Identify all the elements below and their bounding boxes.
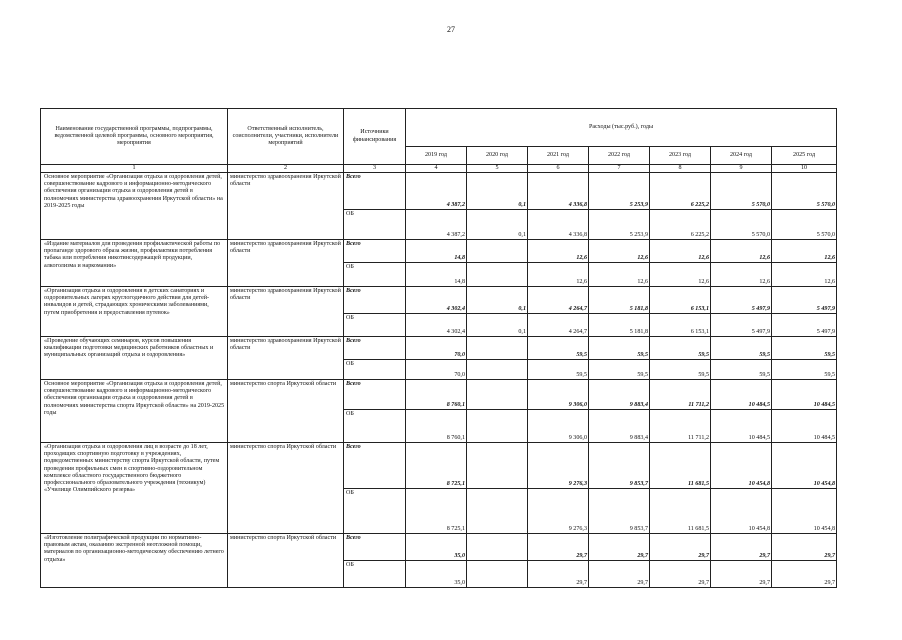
measure-name: «Изготовление полиграфической продукции по нормативно-правовым актам, оказанию экстренной неотложной помощи, материалов по организационно-методическому обеспечению летнего отдыха» (41, 534, 228, 588)
ob-value: 5 497,9 (772, 314, 837, 337)
ob-value: 10 454,8 (711, 489, 772, 534)
source-total-label: Всего (344, 534, 406, 561)
executor: министерство здравоохранения Иркутской области (228, 337, 344, 380)
ob-value: 59,5 (650, 360, 711, 380)
ob-value: 12,6 (650, 263, 711, 287)
ob-value: 29,7 (772, 561, 837, 588)
ob-value: 59,5 (772, 360, 837, 380)
source-ob-label: ОБ (344, 561, 406, 588)
source-ob-label: ОБ (344, 210, 406, 240)
ob-value: 0,1 (467, 314, 528, 337)
total-value: 10 454,8 (711, 443, 772, 489)
ob-value: 10 454,8 (772, 489, 837, 534)
executor: министерство здравоохранения Иркутской области (228, 173, 344, 240)
total-value: 9 306,0 (528, 380, 589, 410)
total-value: 59,5 (650, 337, 711, 360)
total-value (467, 337, 528, 360)
source-total-label: Всего (344, 443, 406, 489)
total-value: 10 484,5 (772, 380, 837, 410)
total-value: 9 853,7 (589, 443, 650, 489)
executor: министерство спорта Иркутской области (228, 443, 344, 534)
total-value: 5 181,8 (589, 287, 650, 314)
total-value: 8 760,1 (406, 380, 467, 410)
total-value (467, 380, 528, 410)
ob-value (467, 410, 528, 443)
total-value: 70,0 (406, 337, 467, 360)
ob-value: 4 387,2 (406, 210, 467, 240)
column-number: 7 (589, 165, 650, 173)
header-year: 2020 год (467, 147, 528, 165)
total-value: 59,5 (528, 337, 589, 360)
source-total-label: Всего (344, 287, 406, 314)
measure-name: Основное мероприятие «Организация отдыха и оздоровления детей, совершенствование кадрового и информационно-методического обеспечения организации отдыха и оздоровления детей в полномочиях министерства здравоохранения Иркутской области» на 2019-2025 годы (41, 173, 228, 240)
ob-value: 12,6 (711, 263, 772, 287)
executor: министерство спорта Иркутской области (228, 380, 344, 443)
table-row-total (41, 337, 837, 360)
source-ob-label: ОБ (344, 360, 406, 380)
source-ob-label: ОБ (344, 263, 406, 287)
column-number: 1 (41, 165, 228, 173)
total-value: 5 497,9 (711, 287, 772, 314)
header-executor: Ответственный исполнитель, соисполнители, участники, исполнители мероприятий (228, 109, 344, 165)
source-total-label: Всего (344, 337, 406, 360)
total-value: 9 276,3 (528, 443, 589, 489)
total-value: 35,0 (406, 534, 467, 561)
total-value: 59,5 (589, 337, 650, 360)
total-value: 8 725,1 (406, 443, 467, 489)
table-row-total (41, 534, 837, 561)
total-value: 5 570,0 (772, 173, 837, 210)
column-number: 6 (528, 165, 589, 173)
total-value: 4 387,2 (406, 173, 467, 210)
header-year: 2019 год (406, 147, 467, 165)
total-value: 12,6 (772, 240, 837, 263)
total-value (467, 443, 528, 489)
measure-name: «Издание материалов для проведения профилактической работы по пропаганде здорового образа жизни, профилактики потребления табака или потребления никотинсодержащей продукции, алкоголизма и наркомании» (41, 240, 228, 287)
column-number: 2 (228, 165, 344, 173)
ob-value: 59,5 (528, 360, 589, 380)
ob-value: 29,7 (711, 561, 772, 588)
measure-name: «Организация отдыха и оздоровления лиц в возрасте до 18 лет, проходящих спортивную подготовку в учреждениях, подведомственных министерству спорта Иркутской области, путем проведения профильных смен в спортивно-оздоровительном комплексе областного государственного бюджетного профессионального образовательного учреждения (техникум) «Училище Олимпийского резерва» (41, 443, 228, 534)
total-value: 0,1 (467, 173, 528, 210)
header-name: Наименование государственной программы, подпрограммы, ведомственной целевой программы, основного мероприятия, мероприятия (41, 109, 228, 165)
ob-value: 29,7 (589, 561, 650, 588)
header-year: 2021 год (528, 147, 589, 165)
ob-value (467, 561, 528, 588)
ob-value: 29,7 (528, 561, 589, 588)
ob-value: 8 760,1 (406, 410, 467, 443)
total-value: 12,6 (528, 240, 589, 263)
total-value: 0,1 (467, 287, 528, 314)
ob-value: 5 253,9 (589, 210, 650, 240)
ob-value: 5 181,8 (589, 314, 650, 337)
ob-value: 12,6 (528, 263, 589, 287)
source-ob-label: ОБ (344, 489, 406, 534)
total-value: 5 570,0 (711, 173, 772, 210)
ob-value: 11 681,5 (650, 489, 711, 534)
total-value: 29,7 (650, 534, 711, 561)
total-value: 4 302,4 (406, 287, 467, 314)
total-value (467, 534, 528, 561)
table-row-total (41, 380, 837, 410)
total-value: 10 454,8 (772, 443, 837, 489)
table-row-total (41, 240, 837, 263)
ob-value: 29,7 (650, 561, 711, 588)
ob-value: 70,0 (406, 360, 467, 380)
ob-value (467, 263, 528, 287)
ob-value (467, 360, 528, 380)
ob-value: 8 725,1 (406, 489, 467, 534)
ob-value: 9 276,3 (528, 489, 589, 534)
header-year: 2023 год (650, 147, 711, 165)
column-number: 3 (344, 165, 406, 173)
ob-value: 4 302,4 (406, 314, 467, 337)
executor: министерство здравоохранения Иркутской области (228, 240, 344, 287)
source-ob-label: ОБ (344, 410, 406, 443)
total-value: 12,6 (711, 240, 772, 263)
ob-value: 4 336,8 (528, 210, 589, 240)
measure-name: «Организация отдыха и оздоровления в детских санаториях и оздоровительных лагерях круглогодичного действия для детей-инвалидов и детей, страдающих хроническими заболеваниями, путем приобретения и предоставления путевок» (41, 287, 228, 337)
header-source: Источники финансирования (344, 109, 406, 165)
total-value: 12,6 (650, 240, 711, 263)
header-year: 2024 год (711, 147, 772, 165)
total-value: 59,5 (711, 337, 772, 360)
ob-value: 6 225,2 (650, 210, 711, 240)
ob-value (467, 489, 528, 534)
total-value: 5 497,9 (772, 287, 837, 314)
ob-value: 9 306,0 (528, 410, 589, 443)
total-value: 10 484,5 (711, 380, 772, 410)
ob-value: 5 570,0 (711, 210, 772, 240)
ob-value: 59,5 (589, 360, 650, 380)
total-value: 11 711,2 (650, 380, 711, 410)
ob-value: 59,5 (711, 360, 772, 380)
measure-name: «Проведение обучающих семинаров, курсов повышения квалификации подготовки медицинских работников областных и муниципальных организаций отдыха и оздоровления» (41, 337, 228, 380)
header-year: 2022 год (589, 147, 650, 165)
ob-value: 4 264,7 (528, 314, 589, 337)
source-ob-label: ОБ (344, 314, 406, 337)
total-value: 6 225,2 (650, 173, 711, 210)
ob-value: 0,1 (467, 210, 528, 240)
column-number: 9 (711, 165, 772, 173)
page-number: 27 (447, 25, 455, 34)
total-value: 9 883,4 (589, 380, 650, 410)
total-value: 4 336,8 (528, 173, 589, 210)
source-total-label: Всего (344, 173, 406, 210)
ob-value: 5 497,9 (711, 314, 772, 337)
total-value: 29,7 (589, 534, 650, 561)
ob-value: 35,0 (406, 561, 467, 588)
total-value: 29,7 (528, 534, 589, 561)
total-value: 29,7 (772, 534, 837, 561)
ob-value: 12,6 (589, 263, 650, 287)
ob-value: 9 883,4 (589, 410, 650, 443)
header-year: 2025 год (772, 147, 837, 165)
ob-value: 5 570,0 (772, 210, 837, 240)
table-row-total (41, 173, 837, 210)
column-number: 10 (772, 165, 837, 173)
total-value: 4 264,7 (528, 287, 589, 314)
header-expenses: Расходы (тыс.руб.), годы (406, 109, 837, 147)
column-number: 5 (467, 165, 528, 173)
measure-name: Основное мероприятие «Организация отдыха и оздоровления детей, совершенствование кадрового и информационно-методического обеспечения организации отдыха и оздоровления детей в полномочиях министерства спорта Иркутской области» на 2019-2025 годы (41, 380, 228, 443)
source-total-label: Всего (344, 240, 406, 263)
table-row-total (41, 287, 837, 314)
ob-value: 6 153,1 (650, 314, 711, 337)
ob-value: 14,8 (406, 263, 467, 287)
column-number: 4 (406, 165, 467, 173)
column-number: 8 (650, 165, 711, 173)
executor: министерство здравоохранения Иркутской области (228, 287, 344, 337)
executor: министерство спорта Иркутской области (228, 534, 344, 588)
total-value: 14,8 (406, 240, 467, 263)
source-total-label: Всего (344, 380, 406, 410)
total-value: 11 681,5 (650, 443, 711, 489)
ob-value: 11 711,2 (650, 410, 711, 443)
total-value (467, 240, 528, 263)
table-row-total (41, 443, 837, 489)
budget-table (40, 108, 837, 588)
total-value: 59,5 (772, 337, 837, 360)
ob-value: 9 853,7 (589, 489, 650, 534)
ob-value: 10 484,5 (772, 410, 837, 443)
ob-value: 10 484,5 (711, 410, 772, 443)
total-value: 29,7 (711, 534, 772, 561)
ob-value: 12,6 (772, 263, 837, 287)
total-value: 6 153,1 (650, 287, 711, 314)
total-value: 5 253,9 (589, 173, 650, 210)
total-value: 12,6 (589, 240, 650, 263)
